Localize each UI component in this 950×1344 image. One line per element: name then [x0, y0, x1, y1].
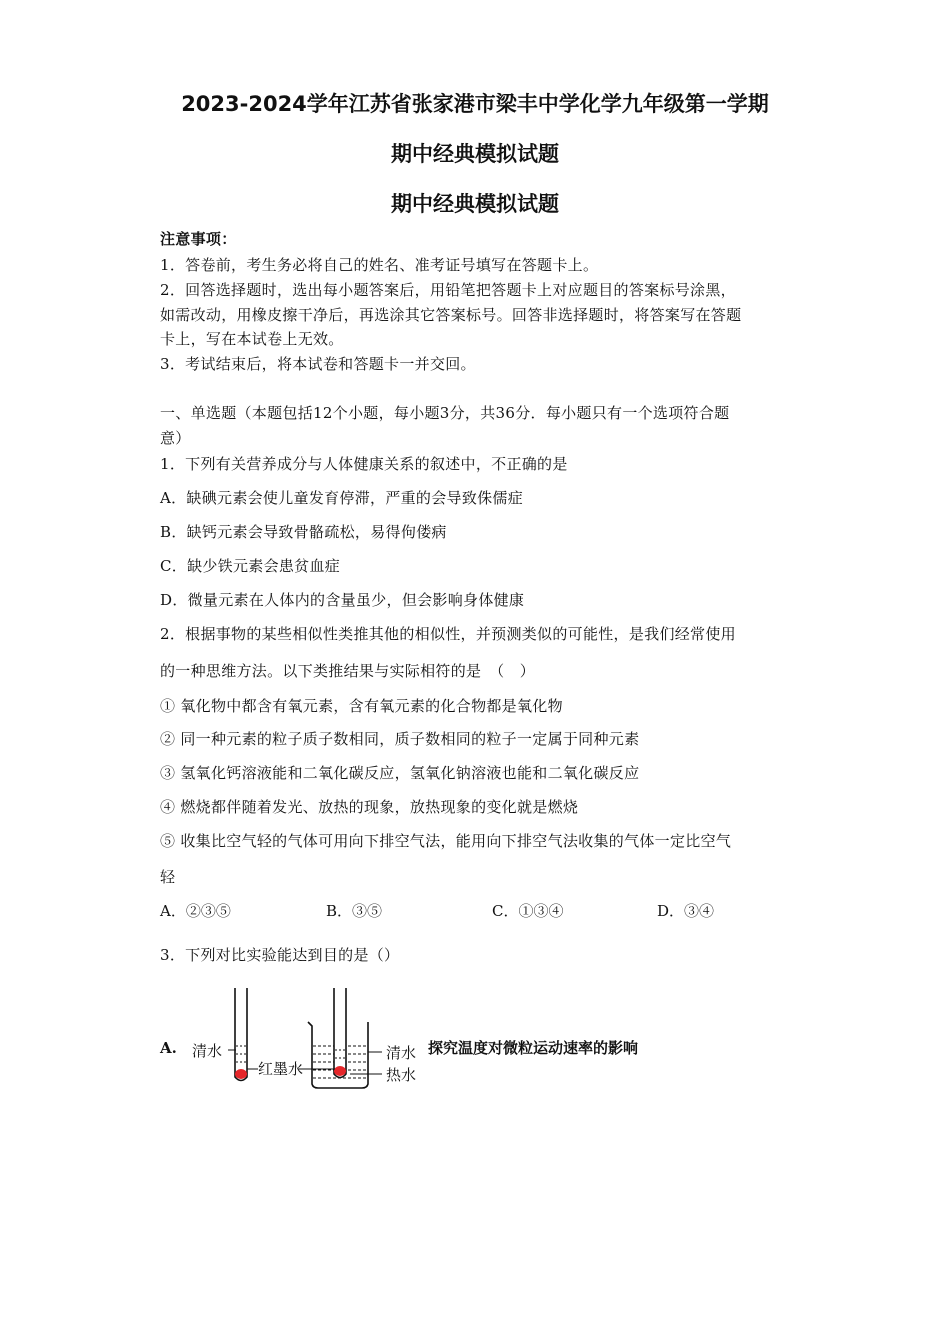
red-ink-drop-right: [334, 1066, 346, 1076]
q2-option-c: C．①③④: [492, 902, 564, 920]
section-heading-a: 一、单选题（本题包括12个小题，每小题3分，共36分．每小题只有一个选项符合题: [160, 404, 730, 422]
section-heading-b: 意）: [160, 429, 191, 447]
q2-statement-2: ② 同一种元素的粒子质子数相同，质子数相同的粒子一定属于同种元素: [160, 730, 640, 748]
q2-statement-5a: ⑤ 收集比空气轻的气体可用向下排空气法，能用向下排空气法收集的气体一定比空气: [160, 832, 732, 850]
q2-statement-1: ① 氧化物中都含有氧元素，含有氧元素的化合物都是氧化物: [160, 697, 563, 715]
exam-title-line3: 期中经典模拟试题: [391, 192, 559, 216]
q2-option-b: B．③⑤: [326, 902, 383, 920]
q2-statement-4: ④ 燃烧都伴随着发光、放热的现象，放热现象的变化就是燃烧: [160, 798, 579, 816]
q1-stem: 1．下列有关营养成分与人体健康关系的叙述中，不正确的是: [160, 455, 568, 473]
notice-item-3: 3．考试结束后，将本试卷和答题卡一并交回。: [160, 355, 476, 373]
q2-stem-a: 2．根据事物的某些相似性类推其他的相似性，并预测类似的可能性，是我们经常使用: [160, 625, 736, 643]
notice-item-2a: 2．回答选择题时，选出每小题答案后，用铅笔把答题卡上对应题目的答案标号涂黑，: [160, 281, 736, 299]
notice-item-2b: 如需改动，用橡皮擦干净后，再选涂其它答案标号。回答非选择题时，将答案写在答题: [160, 306, 742, 324]
label-clear-water-right: 清水: [386, 1044, 417, 1062]
q1-option-a: A．缺碘元素会使儿童发育停滞，严重的会导致侏儒症: [160, 489, 524, 507]
q1-option-d: D．微量元素在人体内的含量虽少，但会影响身体健康: [160, 591, 525, 609]
q2-statement-3: ③ 氢氧化钙溶液能和二氧化碳反应，氢氧化钠溶液也能和二氧化碳反应: [160, 764, 640, 782]
notice-heading: 注意事项：: [160, 230, 237, 248]
q1-option-c: C．缺少铁元素会患贫血症: [160, 557, 341, 575]
label-red-ink: 红墨水: [258, 1060, 304, 1078]
notice-item-2c: 卡上，写在本试卷上无效。: [160, 330, 344, 348]
right-test-tube: [334, 988, 346, 1078]
exam-title-line1: 2023-2024学年江苏省张家港市梁丰中学化学九年级第一学期: [181, 92, 769, 116]
left-test-tube: [235, 988, 247, 1081]
q2-option-a: A．②③⑤: [160, 902, 231, 920]
q2-stem-b: 的一种思维方法。以下类推结果与实际相符的是 （ ）: [160, 662, 536, 680]
q3-option-a-text: 探究温度对微粒运动速率的影响: [428, 1039, 639, 1057]
q3-experiment-figure: [160, 980, 720, 1090]
red-ink-drop-left: [235, 1069, 247, 1079]
q3-stem: 3．下列对比实验能达到目的是（）: [160, 946, 400, 964]
q1-option-b: B．缺钙元素会导致骨骼疏松，易得佝偻病: [160, 523, 447, 541]
q2-statement-5b: 轻: [160, 868, 176, 886]
label-clear-water-left: 清水: [192, 1042, 223, 1060]
notice-item-1: 1．答卷前，考生务必将自己的姓名、准考证号填写在答题卡上。: [160, 256, 599, 274]
q3-option-a-label: A.: [160, 1039, 177, 1057]
q2-option-d: D．③④: [657, 902, 715, 920]
exam-title-line2: 期中经典模拟试题: [391, 142, 559, 166]
label-hot-water: 热水: [386, 1066, 417, 1084]
